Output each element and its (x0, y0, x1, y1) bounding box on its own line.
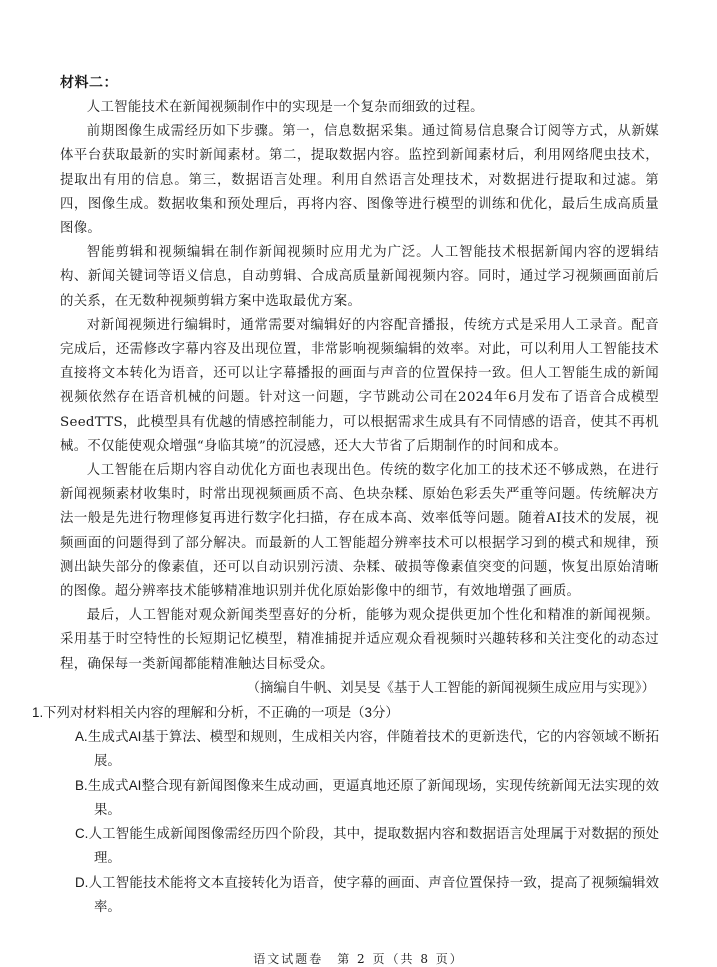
page-footer: 语文试题卷 第 2 页（共 8 页） (253, 952, 464, 966)
material-paragraph-5: 人工智能在后期内容自动优化方面也表现出色。传统的数字化加工的技术还不够成熟，在进行新闻视频素材收集时，时常出现视频画质不高、色块杂糅、原始色彩丢失严重等问题。传统解决方法一般是先进行物理修复再进行数字化扫描，存在成本高、效率低等问题。随着AI技术的发展，视频画面的问题得到了部分解决。而最新的人工智能超分辨率技术可以根据学习到的模式和规律，预测出缺失部分的像素值，还可以自动识别污渍、杂糅、破损等像素值突变的问题，恢复出原始清晰的图像。超分辨率技术能够精准地识别并优化原始影像中的细节，有效地增强了画质。 (60, 463, 659, 600)
material-heading: 材料二： (60, 75, 118, 91)
material-paragraph-1: 人工智能技术在新闻视频制作中的实现是一个复杂而细致的过程。 (86, 100, 484, 115)
option-d: D.人工智能技术能将文本直接转化为语音，使字幕的画面、声音位置保持一致，提高了视频编辑效率。 (75, 874, 659, 914)
material-paragraph-6: 最后，人工智能对观众新闻类型喜好的分析，能够为观众提供更加个性化和精准的新闻视频。采用基于时空特性的长短期记忆模型，精准捕捉并适应观众看视频时兴趣转移和关注变化的动态过程，确保每一类新闻都能精准触达目标受众。 (60, 608, 659, 672)
material-source: （摘编自牛帆、刘昊旻《基于人工智能的新闻视频生成应用与实现》） (246, 680, 655, 696)
option-a: A.生成式AI基于算法、模型和规则，生成相关内容，伴随着技术的更新迭代，它的内容领域不断拓展。 (75, 729, 659, 769)
material-paragraph-2: 前期图像生成需经历如下步骤。第一，信息数据采集。通过简易信息聚合订阅等方式，从新媒体平台获取最新的实时新闻素材。第二，提取数据内容。监控到新闻素材后，利用网络爬虫技术，提取出有用的信息。第三，数据语言处理。利用自然语言处理技术，对数据进行提取和过滤。第四，图像生成。数据收集和预处理后，再将内容、图像等进行模型的训练和优化，最后生成高质量图像。 (60, 124, 659, 237)
material-paragraph-4: 对新闻视频进行编辑时，通常需要对编辑好的内容配音播报，传统方式是采用人工录音。配音完成后，还需修改字幕内容及出现位置，非常影响视频编辑的效率。对此，可以利用人工智能技术直接将文本转化为语音，还可以让字幕播报的画面与声音的位置保持一致。但人工智能生成的新闻视频依然存在语音机械的问题。针对这一问题，字节跳动公司在2024年6月发布了语音合成模型SeedTTS，此模型具有优越的情感控制能力，可以根据需求生成具有不同情感的语音，使其不再机械。不仅能使观众增强“身临其境”的沉浸感，还大大节省了后期制作的时间和成本。 (60, 317, 659, 454)
question-stem: 1.下列对材料相关内容的理解和分析，不正确的一项是（3分） (32, 705, 399, 721)
option-c: C.人工智能生成新闻图像需经历四个阶段，其中，提取数据内容和数据语言处理属于对数据的预处理。 (75, 826, 659, 866)
option-b: B.生成式AI整合现有新闻图像来生成动画，更逼真地还原了新闻现场，实现传统新闻无法实现的效果。 (75, 777, 659, 817)
material-paragraph-3: 智能剪辑和视频编辑在制作新闻视频时应用尤为广泛。人工智能技术根据新闻内容的逻辑结构、新闻关键词等语义信息，自动剪辑、合成高质量新闻视频内容。同时，通过学习视频画面前后的关系，在无数种视频剪辑方案中选取最优方案。 (60, 245, 659, 309)
